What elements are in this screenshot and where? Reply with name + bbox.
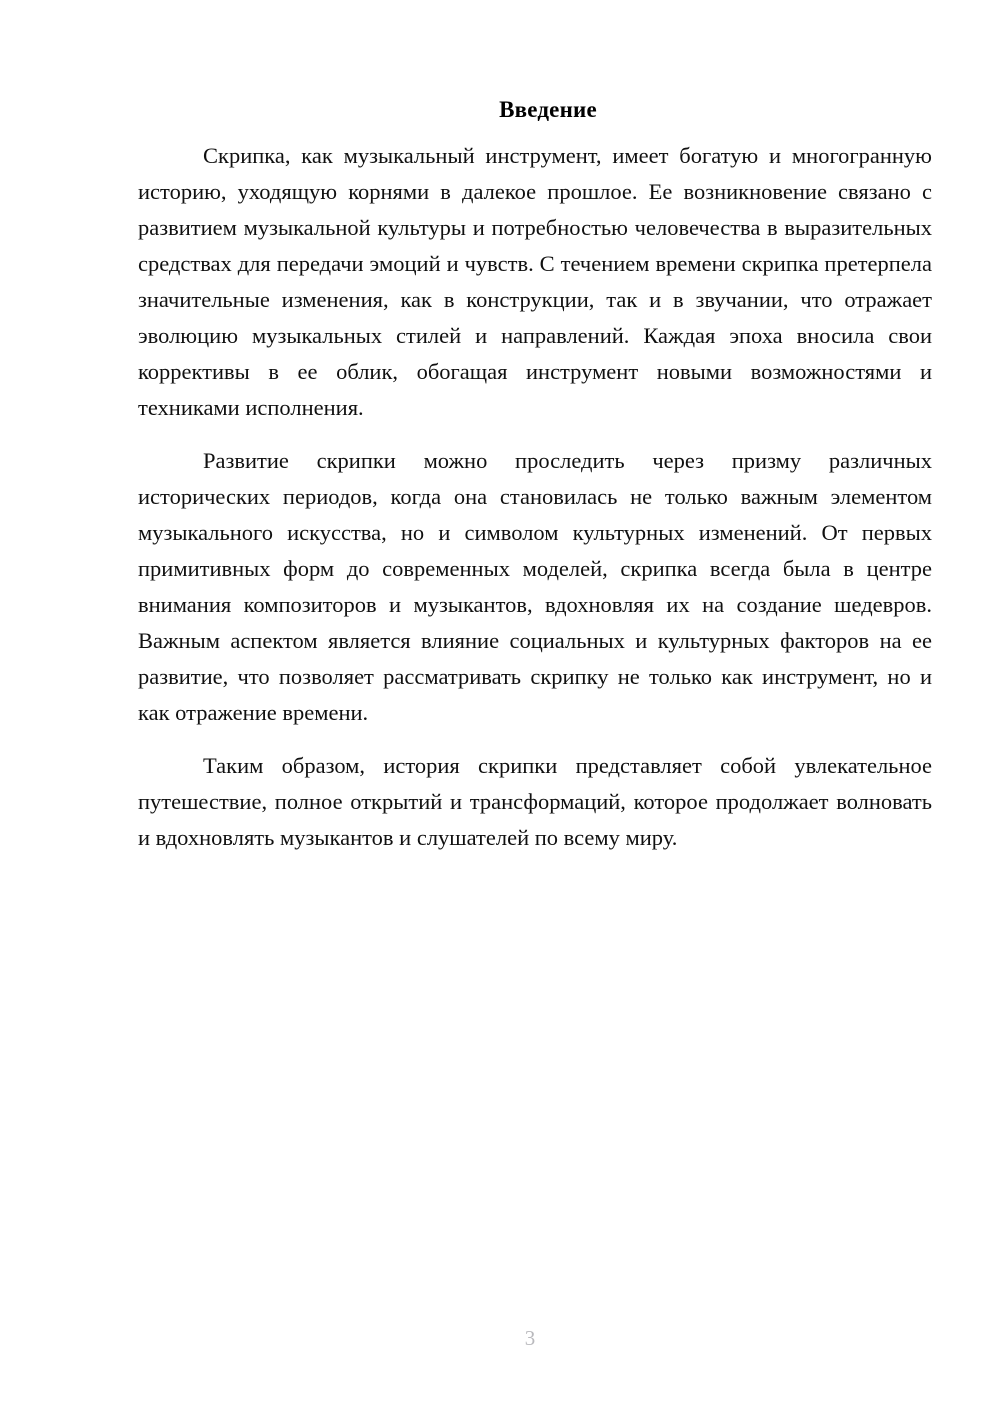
paragraph: Скрипка, как музыкальный инструмент, имеет богатую и многогранную историю, уходящую корнями в далекое прошлое. Ее возникновение связано с развитием музыкальной культуры и потребностью человечества в выразительных средствах для передачи эмоций и чувств. С течением времени скрипка претерпела значительные изменения, как в конструкции, так и в звучании, что отражает эволюцию музыкальных стилей и направлений. Каждая эпоха вносила свои коррективы в ее облик, обогащая инструмент новыми возможностями и техниками исполнения. <box>138 143 932 420</box>
page-title: Введение <box>499 97 597 122</box>
paragraph: Развитие скрипки можно проследить через призму различных исторических периодов, когда она становилась не только важным элементом музыкального искусства, но и символом культурных изменений. От первых примитивных форм до современных моделей, скрипка всегда была в центре внимания композиторов и музыкантов, вдохновляя их на создание шедевров. Важным аспектом является влияние социальных и культурных факторов на ее развитие, что позволяет рассматривать скрипку не только как инструмент, но и как отражение времени. <box>138 448 932 725</box>
body-text <box>138 138 932 856</box>
paragraph: Таким образом, история скрипки представляет собой увлекательное путешествие, полное открытий и трансформаций, которое продолжает волновать и вдохновлять музыкантов и слушателей по всему миру. <box>138 753 932 850</box>
page-number: 3 <box>524 1326 536 1350</box>
page-content <box>138 0 932 856</box>
